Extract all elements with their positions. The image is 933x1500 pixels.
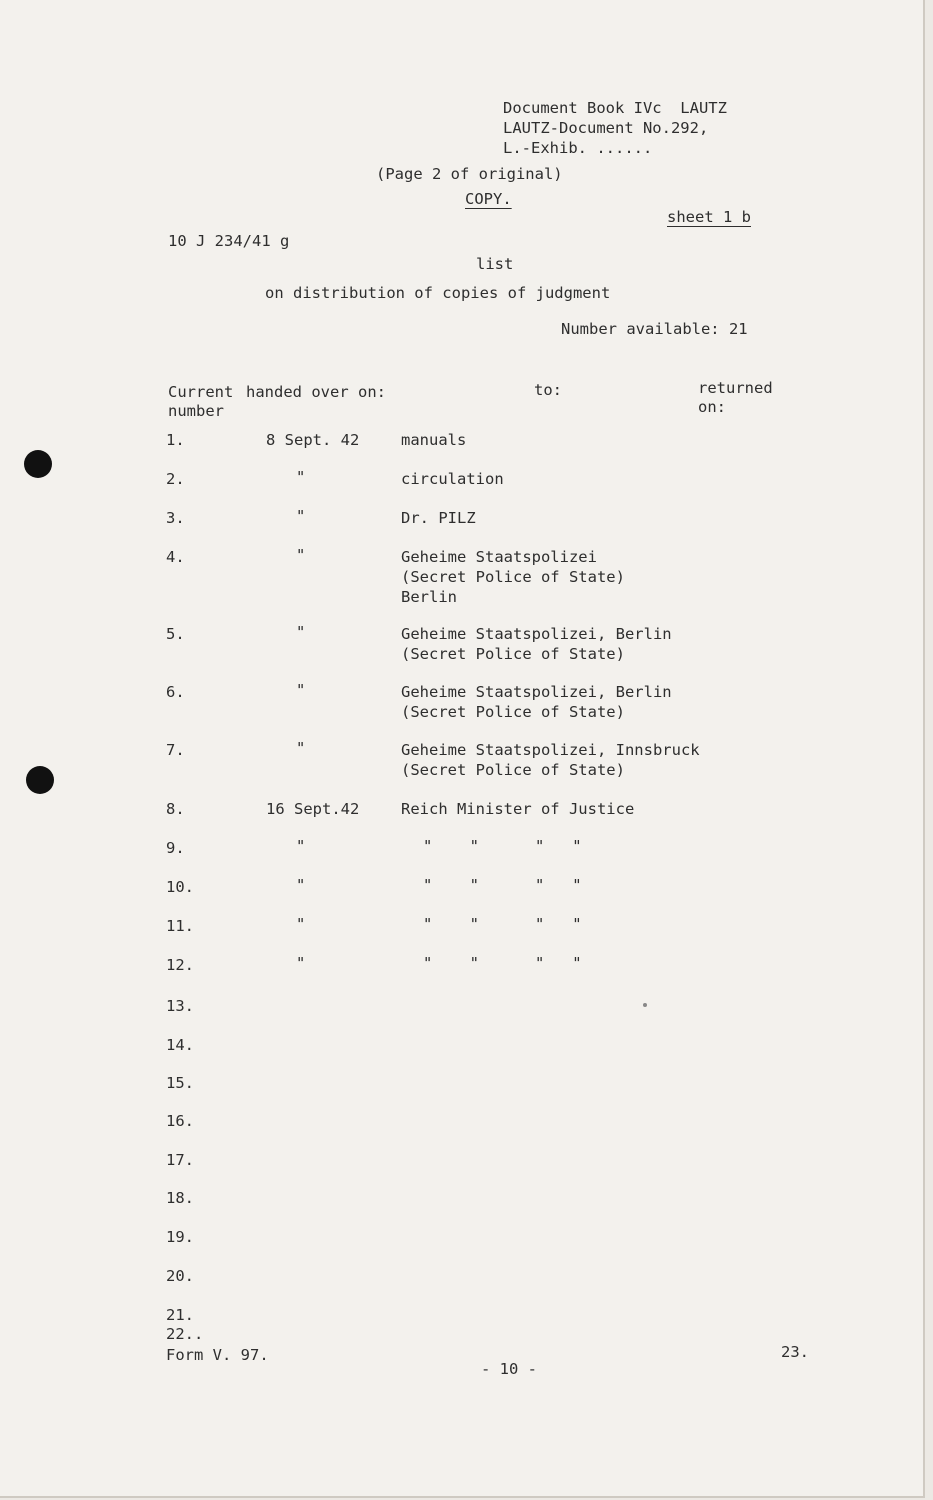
punch-hole-top bbox=[24, 450, 52, 478]
recipient-line: (Secret Police of State) bbox=[401, 645, 625, 663]
handed-over-date: " bbox=[296, 681, 306, 699]
column-header-returned-on: on: bbox=[698, 398, 726, 416]
row-number: 10. bbox=[166, 878, 194, 896]
row-number: 20. bbox=[166, 1267, 194, 1285]
sheet-label: sheet 1 b bbox=[667, 208, 751, 226]
punch-hole-bottom bbox=[26, 766, 54, 794]
recipient-line: Geheime Staatspolizei, Berlin bbox=[401, 683, 672, 701]
row-number: 18. bbox=[166, 1189, 194, 1207]
list-subtitle: on distribution of copies of judgment bbox=[265, 284, 611, 302]
row-number: 14. bbox=[166, 1036, 194, 1054]
page-of-original: (Page 2 of original) bbox=[376, 165, 563, 183]
column-header-current: Current bbox=[168, 383, 234, 401]
row-number: 16. bbox=[166, 1112, 194, 1130]
recipient-line: " " " " bbox=[423, 876, 582, 894]
column-header-handed-over: handed over on: bbox=[246, 383, 386, 401]
recipient-line: manuals bbox=[401, 431, 467, 449]
recipient-line: Berlin bbox=[401, 588, 457, 606]
exhibit-line: L.-Exhib. ...... bbox=[503, 139, 653, 157]
row-number: 5. bbox=[166, 625, 185, 643]
row-number: 9. bbox=[166, 839, 185, 857]
row-number: 4. bbox=[166, 548, 185, 566]
row-number: 11. bbox=[166, 917, 194, 935]
handed-over-date: " bbox=[296, 623, 306, 641]
handed-over-date: " bbox=[296, 468, 306, 486]
handed-over-date: 8 Sept. 42 bbox=[266, 431, 360, 449]
handed-over-date: 16 Sept.42 bbox=[266, 800, 360, 818]
form-number: Form V. 97. bbox=[166, 1346, 269, 1364]
row-number: 6. bbox=[166, 683, 185, 701]
row-number: 17. bbox=[166, 1151, 194, 1169]
row-number: 21. bbox=[166, 1306, 194, 1324]
handed-over-date: " bbox=[296, 876, 306, 894]
file-reference: 10 J 234/41 g bbox=[168, 232, 290, 250]
row-number: 19. bbox=[166, 1228, 194, 1246]
row-number: 12. bbox=[166, 956, 194, 974]
handed-over-date: " bbox=[296, 546, 306, 564]
handed-over-date: " bbox=[296, 507, 306, 525]
row-number: 2. bbox=[166, 470, 185, 488]
row-number: 15. bbox=[166, 1074, 194, 1092]
column-header-returned: returned bbox=[698, 379, 773, 397]
column-header-number: number bbox=[168, 402, 224, 420]
recipient-line: (Secret Police of State) bbox=[401, 568, 625, 586]
handed-over-date: " bbox=[296, 915, 306, 933]
list-title: list bbox=[476, 255, 514, 273]
column-header-to: to: bbox=[534, 381, 562, 399]
margin-number: 23. bbox=[781, 1343, 809, 1361]
recipient-line: Geheime Staatspolizei bbox=[401, 548, 597, 566]
recipient-line: " " " " bbox=[423, 954, 582, 972]
recipient-line: Geheime Staatspolizei, Innsbruck bbox=[401, 741, 700, 759]
recipient-line: circulation bbox=[401, 470, 504, 488]
recipient-line: (Secret Police of State) bbox=[401, 703, 625, 721]
row-number: 7. bbox=[166, 741, 185, 759]
handed-over-date: " bbox=[296, 739, 306, 757]
handed-over-date: " bbox=[296, 954, 306, 972]
row-number: 22.. bbox=[166, 1325, 204, 1343]
copy-label: COPY. bbox=[465, 190, 512, 208]
recipient-line: (Secret Police of State) bbox=[401, 761, 625, 779]
row-number: 3. bbox=[166, 509, 185, 527]
document-book-line: Document Book IVc LAUTZ bbox=[503, 99, 727, 117]
recipient-line: Reich Minister of Justice bbox=[401, 800, 635, 818]
handed-over-date: " bbox=[296, 837, 306, 855]
recipient-line: " " " " bbox=[423, 837, 582, 855]
recipient-line: Geheime Staatspolizei, Berlin bbox=[401, 625, 672, 643]
row-number: 8. bbox=[166, 800, 185, 818]
row-number: 1. bbox=[166, 431, 185, 449]
number-available: Number available: 21 bbox=[561, 320, 748, 338]
page-number: - 10 - bbox=[481, 1360, 537, 1378]
paper-speck bbox=[643, 1003, 647, 1007]
document-number-line: LAUTZ-Document No.292, bbox=[503, 119, 709, 137]
row-number: 13. bbox=[166, 997, 194, 1015]
recipient-line: Dr. PILZ bbox=[401, 509, 476, 527]
recipient-line: " " " " bbox=[423, 915, 582, 933]
